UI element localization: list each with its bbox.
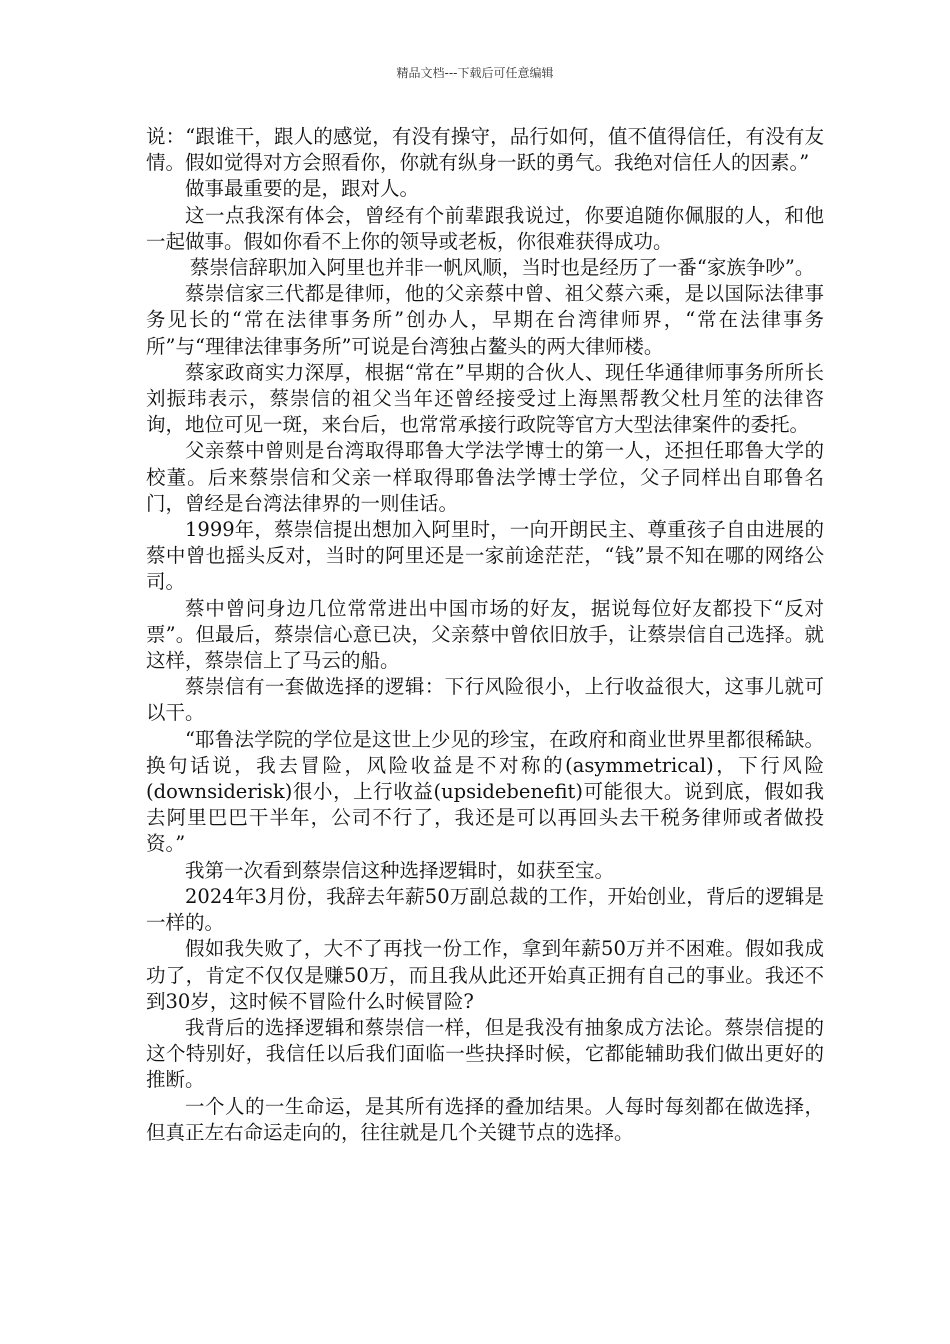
paragraph-12: 我第一次看到蔡崇信这种选择逻辑时，如获至宝。 bbox=[185, 858, 615, 882]
paragraph-1: 说：“跟谁干，跟人的感觉，有没有操守，品行如何，值不值得信任，有没有友情。假如觉得对方会照看你，你就有纵身一跃的勇气。我绝对信任人的因素。” bbox=[146, 125, 824, 175]
paragraph-14: 假如我失败了，大不了再找一份工作，拿到年薪50万并不困难。假如我成功了，肯定不仅仅是赚50万，而且我从此还开始真正拥有自己的事业。我还不到30岁，这时候不冒险什么时候冒险? bbox=[146, 937, 824, 1013]
paragraph-6: 蔡家政商实力深厚，根据“常在”早期的合伙人、现任华通律师事务所所长刘振玮表示，蔡崇信的祖父当年还曾经接受过上海黑帮教父杜月笙的法律咨询，地位可见一斑，来台后，也常常承接行政院等官方大型法律案件的委托。 bbox=[146, 360, 824, 437]
paragraph-11: “耶鲁法学院的学位是这世上少见的珍宝，在政府和商业世界里都很稀缺。换句话说，我去冒险，风险收益是不对称的(asymmetrical)，下行风险(downsiderisk)很小，上行收益(upsidebenefit)可能很大。说到底，假如我去阿里巴巴干半年，公司不行了，我还是可以再回头去干税务律师或者做投资。” bbox=[146, 727, 824, 856]
paragraph-8: 1999年，蔡崇信提出想加入阿里时，一向开朗民主、尊重孩子自由进展的蔡中曾也摇头反对，当时的阿里还是一家前途茫茫，“钱”景不知在哪的网络公司。 bbox=[146, 518, 824, 594]
paragraph-16: 一个人的一生命运，是其所有选择的叠加结果。人每时每刻都在做选择，但真正左右命运走向的，往往就是几个关键节点的选择。 bbox=[146, 1094, 824, 1144]
document-body bbox=[146, 124, 824, 1146]
paragraph-4: 蔡崇信辞职加入阿里也并非一帆风顺，当时也是经历了一番“家族争吵”。 bbox=[189, 256, 815, 280]
paragraph-15: 我背后的选择逻辑和蔡崇信一样，但是我没有抽象成方法论。蔡崇信提的这个特别好，我信任以后我们面临一些抉择时候，它都能辅助我们做出更好的推断。 bbox=[146, 1015, 824, 1092]
paragraph-10: 蔡崇信有一套做选择的逻辑：下行风险很小，上行收益很大，这事儿就可以干。 bbox=[146, 675, 824, 725]
paragraph-5: 蔡崇信家三代都是律师，他的父亲蔡中曾、祖父蔡六乘，是以国际法律事务见长的“常在法律事务所”创办人，早期在台湾律师界，“常在法律事务所”与“理律法律事务所”可说是台湾独占鳌头的两大律师楼。 bbox=[146, 282, 824, 358]
paragraph-9: 蔡中曾问身边几位常常进出中国市场的好友，据说每位好友都投下“反对票”。但最后，蔡崇信心意已决，父亲蔡中曾依旧放手，让蔡崇信自己选择。就这样，蔡崇信上了马云的船。 bbox=[146, 596, 824, 673]
page-header: 精品文档---下载后可任意编辑 bbox=[396, 66, 554, 80]
paragraph-7: 父亲蔡中曾则是台湾取得耶鲁大学法学博士的第一人，还担任耶鲁大学的校董。后来蔡崇信和父亲一样取得耶鲁法学博士学位，父子同样出自耶鲁名门，曾经是台湾法律界的一则佳话。 bbox=[146, 439, 824, 515]
paragraph-13: 2024年3月份，我辞去年薪50万副总裁的工作，开始创业，背后的逻辑是一样的。 bbox=[146, 884, 824, 935]
paragraph-2: 做事最重要的是，跟对人。 bbox=[185, 177, 420, 201]
paragraph-3: 这一点我深有体会，曾经有个前辈跟我说过，你要追随你佩服的人，和他一起做事。假如你看不上你的领导或老板，你很难获得成功。 bbox=[146, 203, 824, 253]
